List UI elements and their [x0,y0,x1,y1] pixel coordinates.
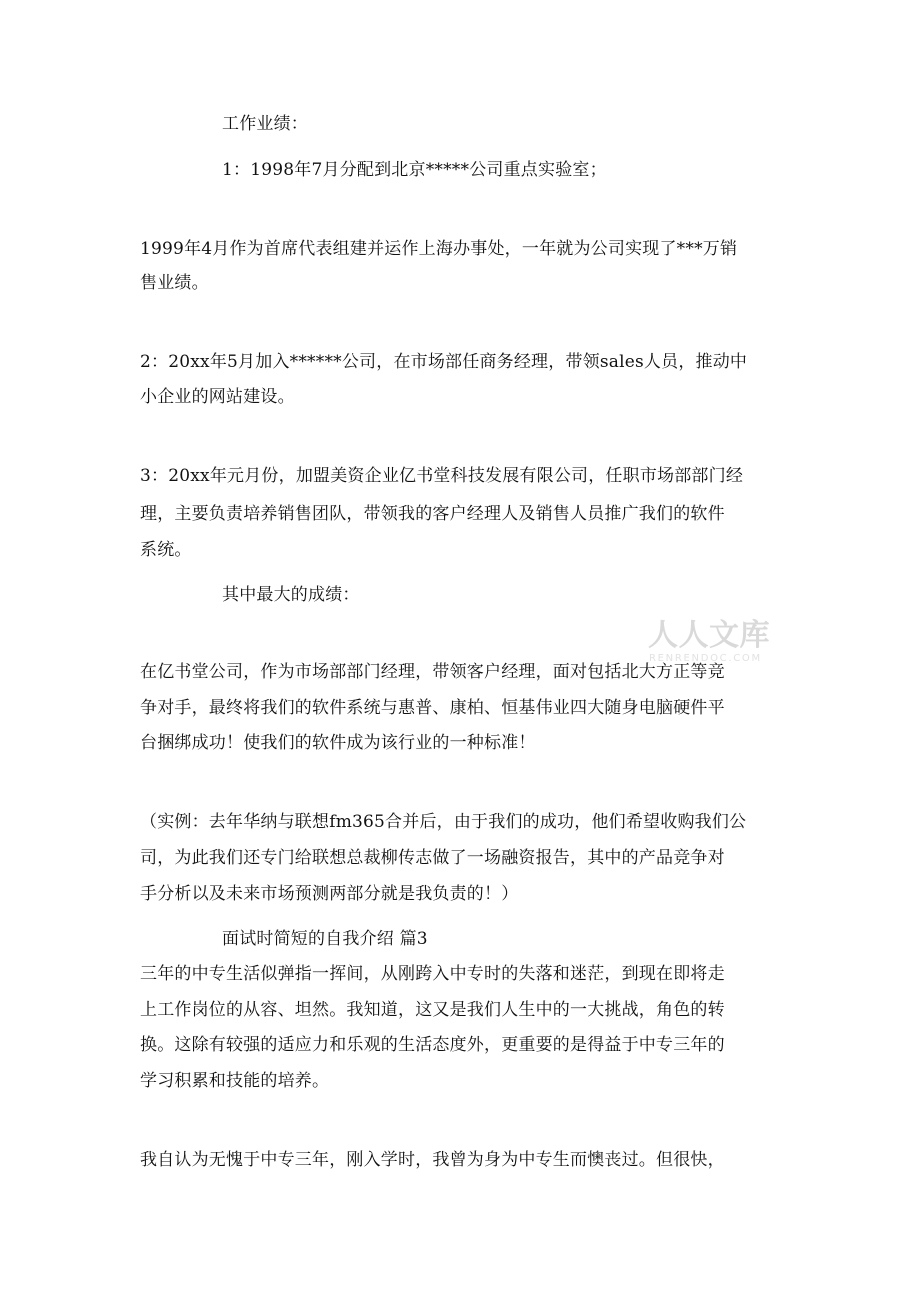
section-heading-biggest-achievement: 其中最大的成绩： [222,585,360,605]
paragraph-line: 我自认为无愧于中专三年，刚入学时，我曾为身为中专生而懊丧过。但很快， [140,1150,725,1170]
paragraph-line: 台捆绑成功！使我们的软件成为该行业的一种标准！ [140,733,536,753]
section-heading-achievements: 工作业绩： [222,114,308,134]
paragraph-line: 2：20xx年5月加入******公司，在市场部任商务经理，带领sales人员，推动中 [140,352,748,372]
paragraph-line: 司，为此我们还专门给联想总裁柳传志做了一场融资报告，其中的产品竞争对 [140,848,725,868]
paragraph-line: 换。这除有较强的适应力和乐观的生活态度外，更重要的是得益于中专三年的 [140,1035,725,1055]
paragraph-line: 1999年4月作为首席代表组建并运作上海办事处，一年就为公司实现了***万销 [140,239,738,259]
achievement-line-1: 1：1998年7月分配到北京*****公司重点实验室； [222,160,607,180]
paragraph-line: 理，主要负责培养销售团队，带领我的客户经理人及销售人员推广我们的软件 [140,504,725,524]
paragraph-line: 3：20xx年元月份，加盟美资企业亿书堂科技发展有限公司，任职市场部部门经 [140,466,744,486]
watermark-subtitle: RENRENDOC.COM [649,653,762,664]
paragraph-line: 售业绩。 [140,273,209,293]
paragraph-line: 争对手，最终将我们的软件系统与惠普、康柏、恒基伟业四大随身电脑硬件平 [140,698,725,718]
watermark-title: 人人文库 [648,618,770,653]
paragraph-line: 手分析以及未来市场预测两部分就是我负责的！） [140,884,519,904]
paragraph-line: 系统。 [140,540,192,560]
paragraph-line: （实例：去年华纳与联想fm365合并后，由于我们的成功，他们希望收购我们公 [140,812,747,832]
renrendoc-watermark [648,620,772,670]
paragraph-line: 上工作岗位的从容、坦然。我知道，这又是我们人生中的一大挑战，角色的转 [140,1000,725,1020]
section-title-part-3: 面试时简短的自我介绍 篇3 [222,929,428,949]
paragraph-line: 在亿书堂公司，作为市场部部门经理，带领客户经理，面对包括北大方正等竞 [140,662,725,682]
paragraph-line: 学习积累和技能的培养。 [140,1071,330,1091]
paragraph-line: 三年的中专生活似弹指一挥间，从刚跨入中专时的失落和迷茫，到现在即将走 [140,964,725,984]
paragraph-line: 小企业的网站建设。 [140,387,295,407]
